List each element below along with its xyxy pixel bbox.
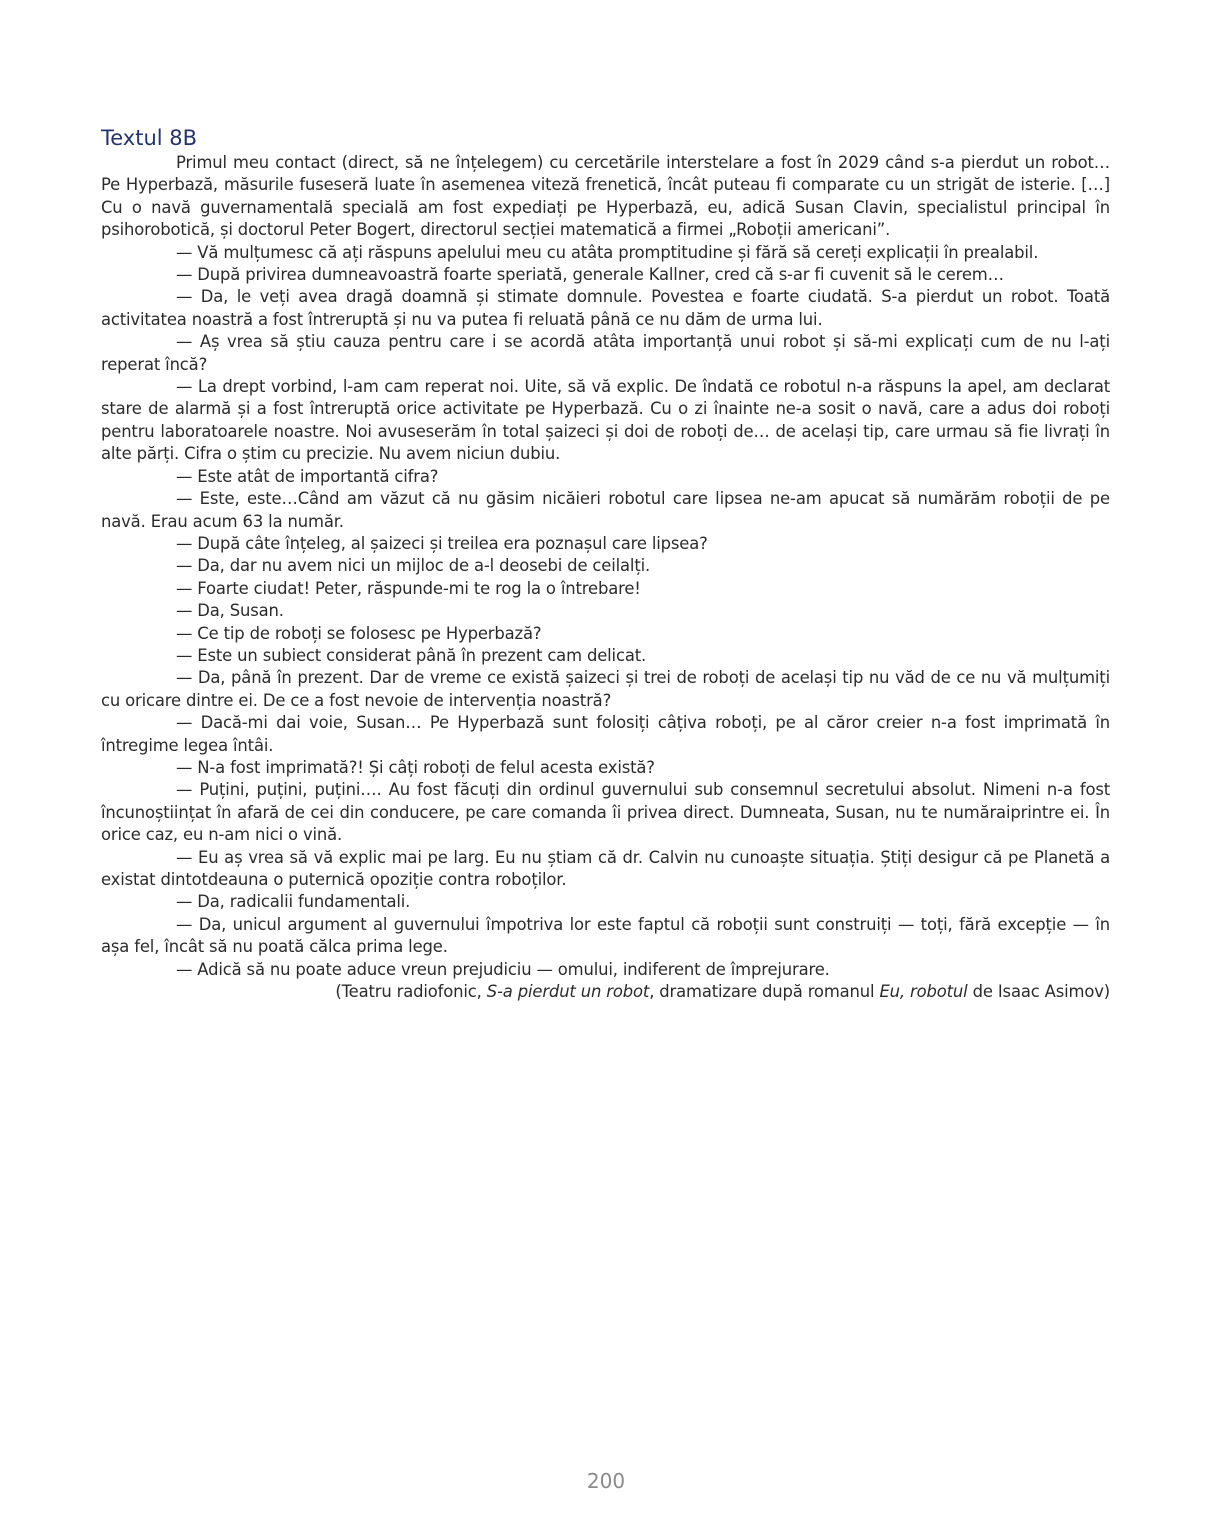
dialogue-line: — Este un subiect considerat până în prezent cam delicat. [176,645,647,665]
dialogue-line: — Puțini, puțini, puțini…. Au fost făcuți din ordinul guvernului sub consemnul secretului absolut. Nimeni n-a fost încunoștiințat în afară de cei din conducere, pe care comanda îi privea direct. Dumneata, Susan, nu te număraiprintre ei. În orice caz, eu n-am nici o vină. [101,780,1110,845]
dialogue-line: — Adică să nu poate aduce vreun prejudiciu — omului, indiferent de împrejurare. [176,959,830,979]
dialogue-line: — Da, Susan. [176,601,284,621]
citation-work-title: S-a pierdut un robot [486,982,650,1002]
source-citation [101,981,1110,1003]
dialogue-line: — Eu aș vrea să vă explic mai pe larg. Eu nu știam că dr. Calvin nu cunoaște situația. Știți desigur că pe Planetă a existat dintotdeauna o puternică opoziție contra roboților. [101,847,1110,889]
intro-paragraph: Primul meu contact (direct, să ne înțelegem) cu cercetările interstelare a fost în 2029 când s-a pierdut un robot… Pe Hyperbază, măsurile fuseseră luate în asemenea viteză frenetică, încât puteau fi comparate cu un strigăt de isterie. […] Cu o navă guvernamentală specială am fost expediați pe Hyperbază, eu, adică Susan Clavin, specialistul principal în psihorobotică, și doctorul Peter Bogert, directorul secției matematică a firmei „Roboții americani”. [101,153,1110,240]
citation-novel-title: Eu, robotul [879,982,968,1002]
dialogue-line: — După privirea dumneavoastră foarte speriată, generale Kallner, cred că s-ar fi cuvenit să le cerem… [176,265,1004,285]
document-body [101,152,1110,981]
dialogue-line: — Da, dar nu avem nici un mijloc de a-l deosebi de ceilalți. [176,556,651,576]
citation-suffix: de Isaac Asimov) [967,982,1110,1002]
dialogue-line: — Este, este…Când am văzut că nu găsim nicăieri robotul care lipsea ne-am apucat să numărăm roboții de pe navă. Erau acum 63 la număr. [101,489,1110,531]
section-title: Textul 8B [101,126,198,150]
dialogue-line: — Aș vrea să știu cauza pentru care i se acordă atâta importanță unui robot și să-mi explicați cum de nu l-ați reperat încă? [101,332,1110,374]
dialogue-line: — Da, până în prezent. Dar de vreme ce există șaizeci și trei de roboți de același tip nu văd de ce nu vă mulțumiți cu oricare dintre ei. De ce a fost nevoie de intervenția noastră? [101,668,1110,710]
page-number: 200 [586,1469,626,1493]
document-page [101,124,1110,1003]
dialogue-line: — Da, radicalii fundamentali. [176,892,411,912]
dialogue-line: — Este atât de importantă cifra? [176,466,439,486]
citation-prefix: (Teatru radiofonic, [335,982,487,1002]
dialogue-line: — Dacă-mi dai voie, Susan… Pe Hyperbază sunt folosiți câțiva roboți, pe al căror creier n-a fost imprimată în întregime legea întâi. [101,713,1110,755]
dialogue-line: — După câte înțeleg, al șaizeci și treilea era poznașul care lipsea? [176,533,708,553]
dialogue-line: — Da, unicul argument al guvernului împotriva lor este faptul că roboții sunt construiți — toți, fără excepție — în așa fel, încât să nu poată călca prima lege. [101,914,1110,957]
dialogue-line: — La drept vorbind, l-am cam reperat noi. Uite, să vă explic. De îndată ce robotul n-a răspuns la apel, am declarat stare de alarmă și a fost întreruptă orice activitate pe Hyperbază. Cu o zi înainte ne-a sosit o navă, care a adus doi roboți pentru laboratoarele noastre. Noi avuseserăm în total șaizeci și doi de roboți de… de același tip, care urmau să fie livrați în alte părți. Cifra o știm cu precizie. Nu avem niciun dubiu. [101,377,1110,464]
dialogue-line: — Foarte ciudat! Peter, răspunde-mi te rog la o întrebare! [176,578,641,598]
dialogue-line: — Ce tip de roboți se folosesc pe Hyperbază? [176,623,542,643]
dialogue-line: — N-a fost imprimată?! Și câți roboți de felul acesta există? [176,757,655,777]
citation-middle: , dramatizare după romanul [649,982,880,1002]
dialogue-line: — Da, le veți avea dragă doamnă și stimate domnule. Povestea e foarte ciudată. S-a pierdut un robot. Toată activitatea noastră a fost întreruptă și nu va putea fi reluată până ce nu dăm de urma lui. [101,287,1110,329]
dialogue-line: — Vă mulțumesc că ați răspuns apelului meu cu atâta promptitudine și fără să cereți explicații în prealabil. [176,242,1039,262]
